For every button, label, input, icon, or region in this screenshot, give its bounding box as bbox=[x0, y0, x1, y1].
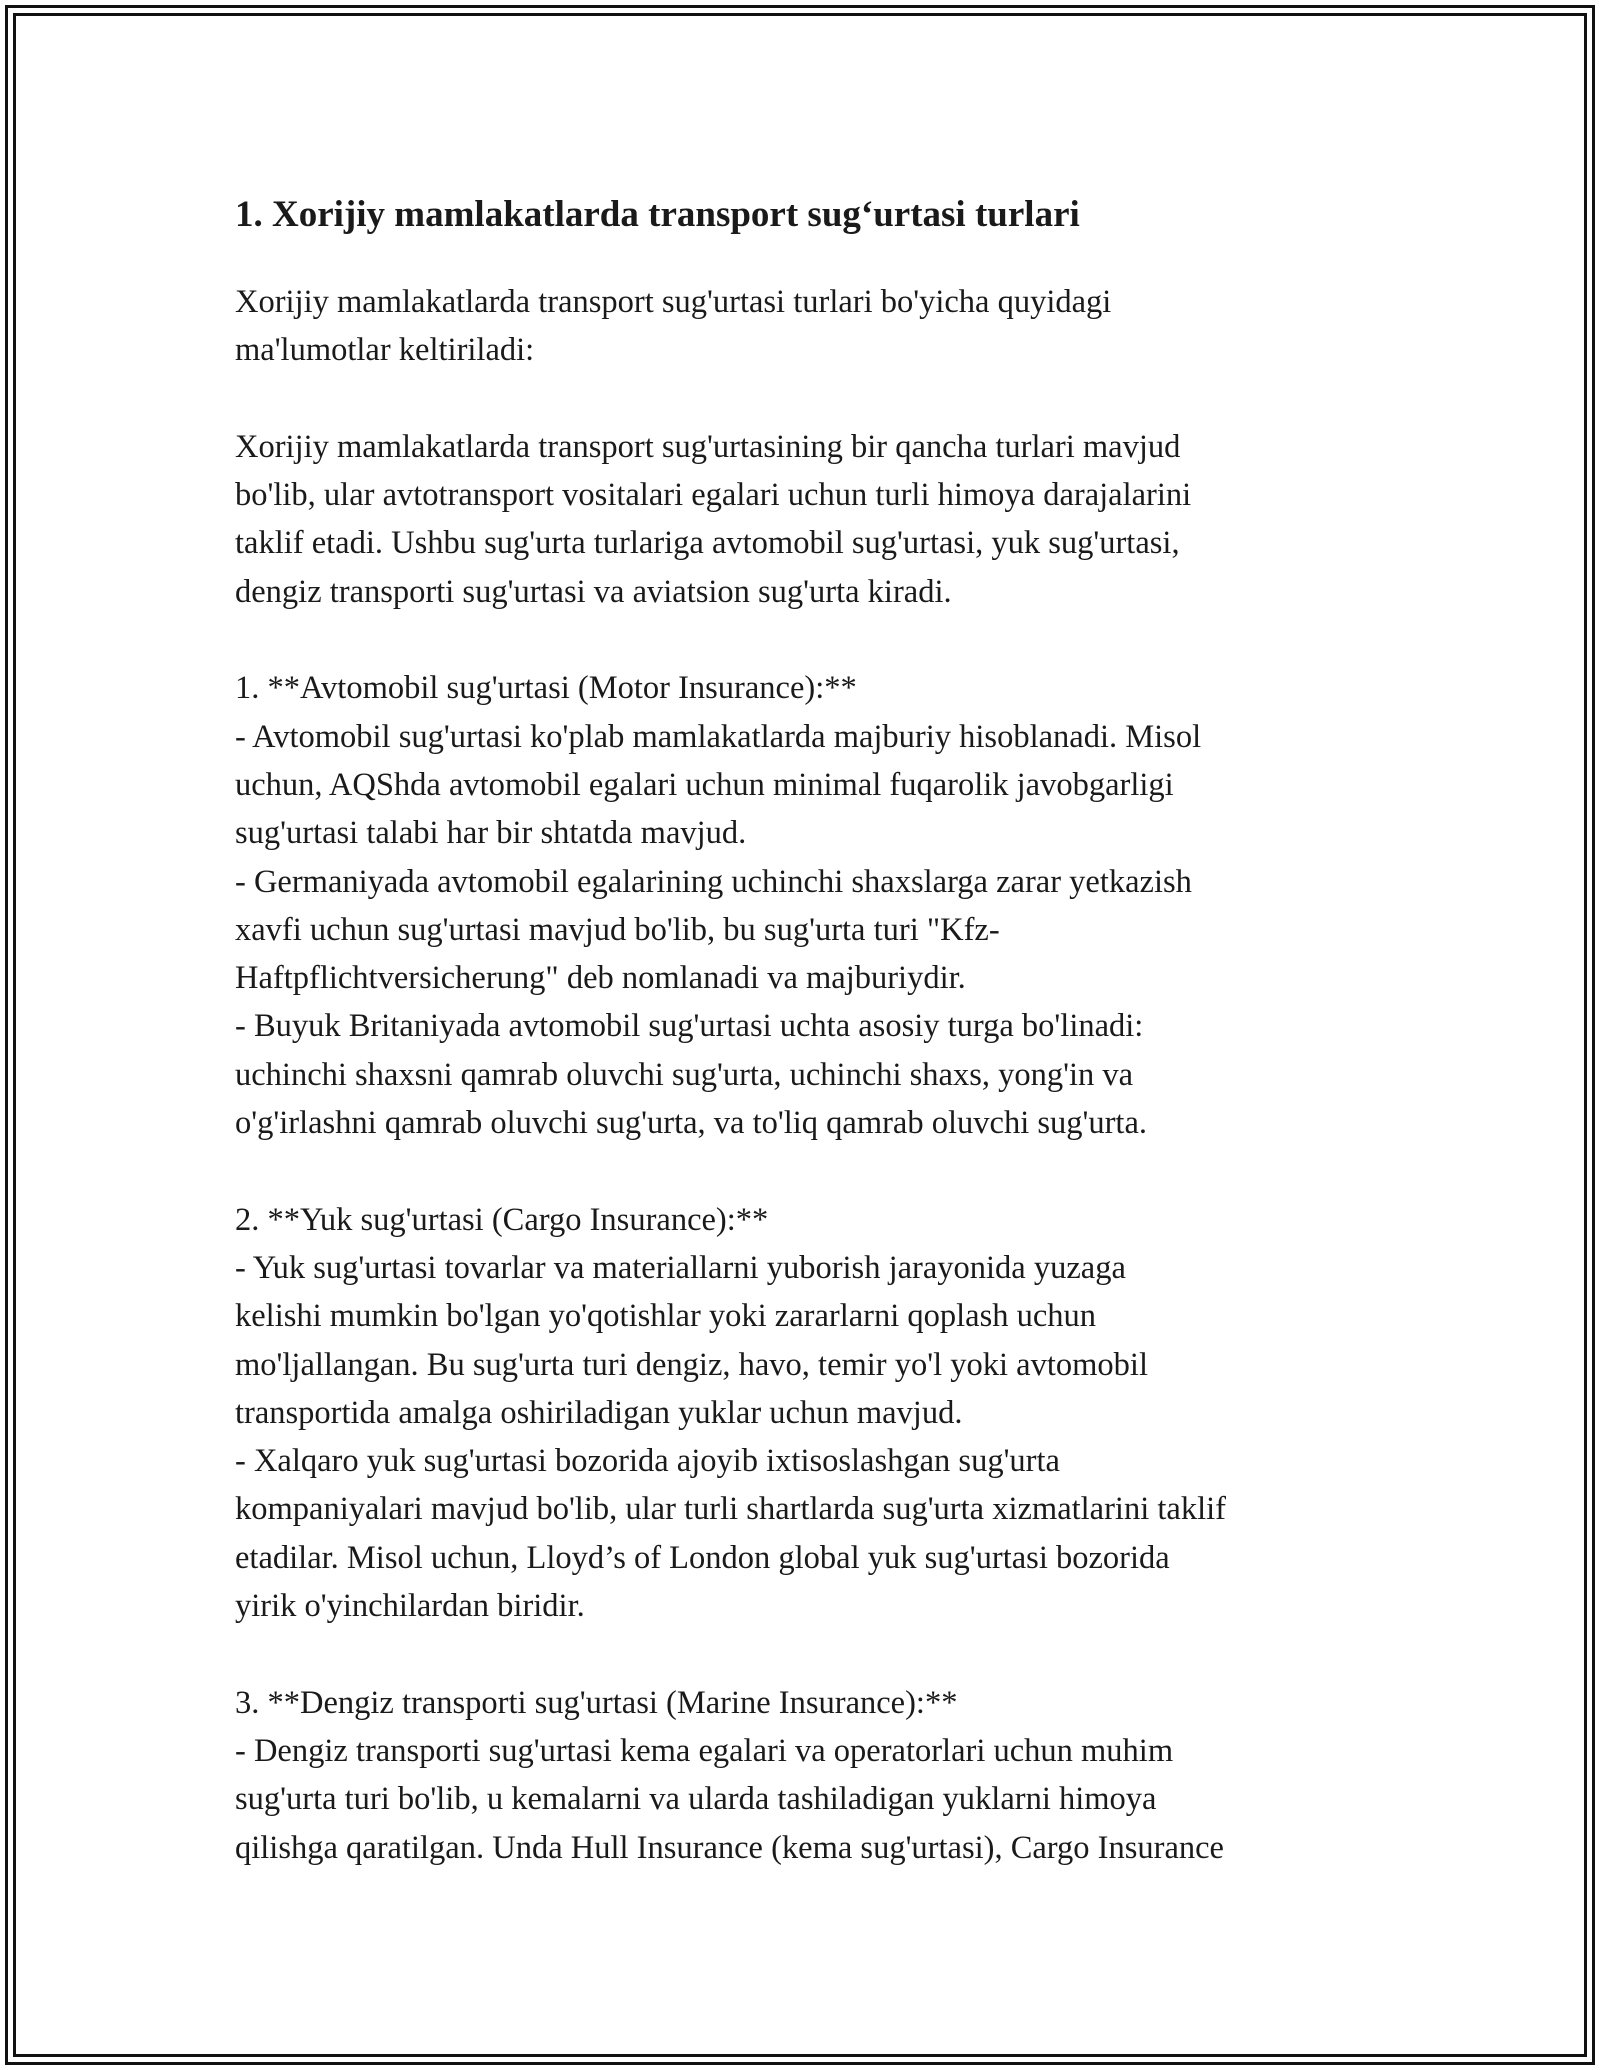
document-title: 1. Xorijiy mamlakatlarda transport sug‘urtasi turlari bbox=[235, 194, 1080, 235]
section-heading-motor-insurance: 1. **Avtomobil sug'urtasi (Motor Insurance):** bbox=[235, 670, 857, 707]
bullet-item: - Buyuk Britaniyada avtomobil sug'urtasi uchta asosiy turga bo'linadi: uchinchi shaxsni qamrab oluvchi sug'urta, uchinchi shaxs, yong'in va o'g'irlashni qamrab oluvchi sug'urta, va to'liq qamrab oluvchi sug'urta. bbox=[235, 1008, 1147, 1142]
paragraph-gap bbox=[235, 1630, 1415, 1678]
bullet-item: - Xalqaro yuk sug'urtasi bozorida ajoyib ixtisoslashgan sug'urta kompaniyalari mavjud bo'lib, ular turli shartlarda sug'urta xizmatlarini taklif etadilar. Misol uchun, Lloyd’s of London global yuk sug'urtasi bozorida yirik o'yinchilardan biridir. bbox=[235, 1443, 1226, 1625]
paragraph-gap bbox=[235, 616, 1415, 664]
bullet-item: - Dengiz transporti sug'urtasi kema egalari va operatorlari uchun muhim sug'urta turi bo'lib, u kemalarni va ularda tashiladigan yuklarni himoya qilishga qaratilgan. Unda Hull Insurance (kema sug'urtasi), Cargo Insurance bbox=[235, 1732, 1224, 1866]
section-heading-cargo-insurance: 2. **Yuk sug'urtasi (Cargo Insurance):** bbox=[235, 1201, 769, 1238]
section-heading-marine-insurance: 3. **Dengiz transporti sug'urtasi (Marine Insurance):** bbox=[235, 1684, 958, 1721]
paragraph-gap bbox=[235, 1147, 1415, 1195]
bullet-item: - Germaniyada avtomobil egalarining uchinchi shaxslarga zarar yetkazish xavfi uchun sug'urtasi mavjud bo'lib, bu sug'urta turi "Kfz- Haftpflichtversicherung" deb nomlanadi va majburiydir. bbox=[235, 863, 1192, 997]
document-page bbox=[235, 188, 1415, 1872]
intro-paragraph: Xorijiy mamlakatlarda transport sug'urtasi turlari bo'yicha quyidagi ma'lumotlar keltiriladi: bbox=[235, 284, 1112, 369]
bullet-item: - Yuk sug'urtasi tovarlar va materiallarni yuborish jarayonida yuzaga kelishi mumkin bo'lgan yo'qotishlar yoki zararlarni qoplash uchun mo'ljallangan. Bu sug'urta turi dengiz, havo, temir yo'l yoki avtomobil transportida amalga oshiriladigan yuklar uchun mavjud. bbox=[235, 1249, 1148, 1431]
overview-paragraph: Xorijiy mamlakatlarda transport sug'urtasining bir qancha turlari mavjud bo'lib, ular avtotransport vositalari egalari uchun turli himoya darajalarini taklif etadi. Ushbu sug'urta turlariga avtomobil sug'urtasi, yuk sug'urtasi, dengiz transporti sug'urtasi va aviatsion sug'urta kiradi. bbox=[235, 428, 1192, 610]
bullet-item: - Avtomobil sug'urtasi ko'plab mamlakatlarda majburiy hisoblanadi. Misol uchun, AQShda avtomobil egalari uchun minimal fuqarolik javobgarligi sug'urtasi talabi har bir shtatda mavjud. bbox=[235, 718, 1202, 852]
paragraph-gap bbox=[235, 375, 1415, 423]
